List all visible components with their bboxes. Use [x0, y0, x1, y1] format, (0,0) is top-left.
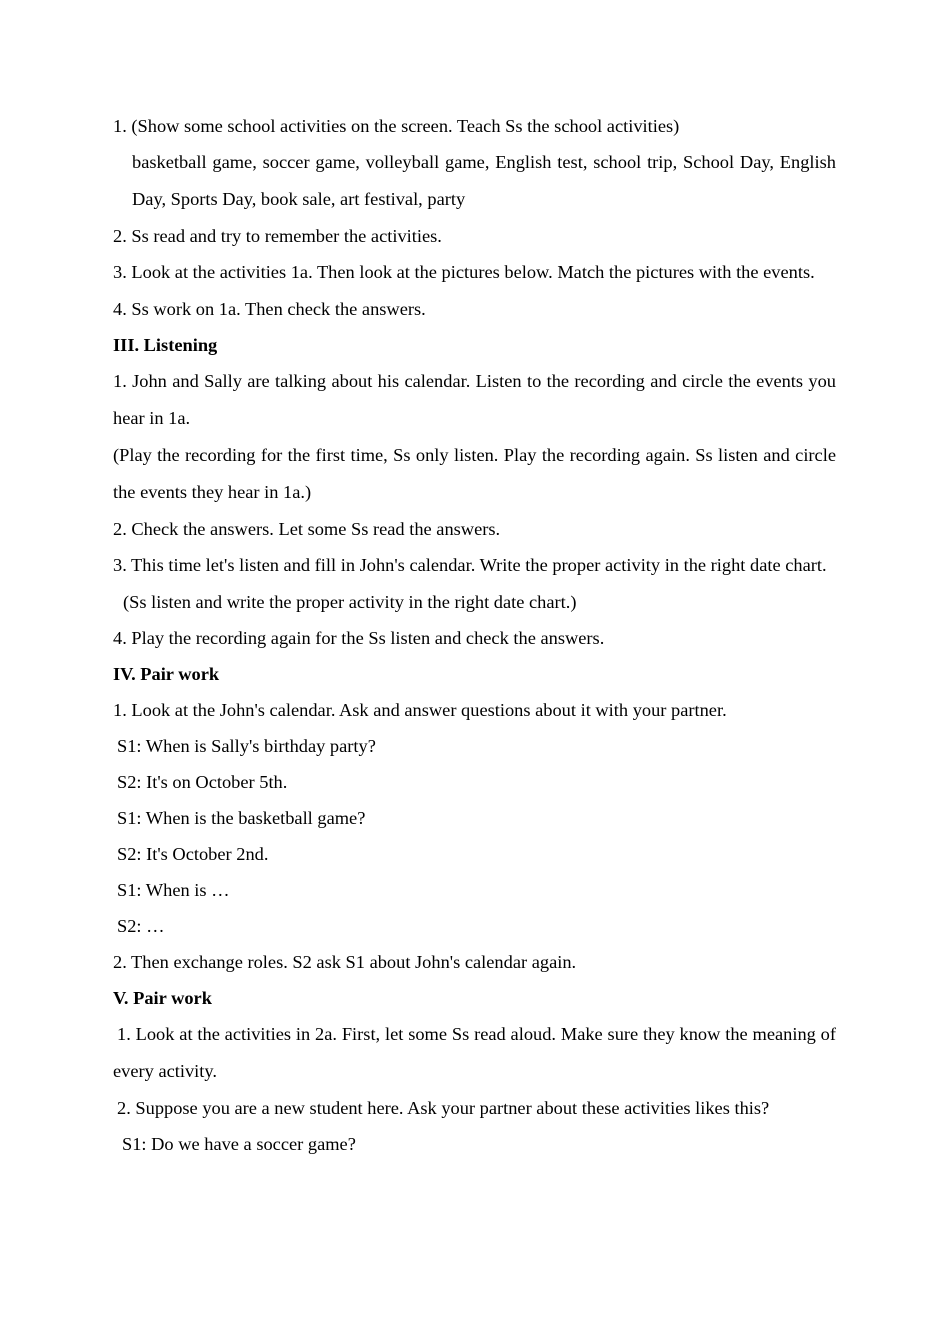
- listening-item-1: 1. John and Sally are talking about his calendar. Listen to the recording and circle the events you hear in 1a.: [113, 371, 836, 428]
- warmup-item-3: 3. Look at the activities 1a. Then look at the pictures below. Match the pictures with the events.: [113, 262, 815, 282]
- activity-list: basketball game, soccer game, volleyball game, English test, school trip, School Day, English Day, Sports Day, book sale, art festival, party: [132, 152, 836, 209]
- warmup-item-1: 1. (Show some school activities on the screen. Teach Ss the school activities): [113, 116, 680, 136]
- dialogue-line: S2: …: [117, 916, 165, 936]
- pairwork1-item-1: 1. Look at the John's calendar. Ask and answer questions about it with your partner.: [113, 700, 727, 720]
- dialogue-line: S1: When is …: [117, 880, 230, 900]
- dialogue-line: S2: It's October 2nd.: [117, 844, 269, 864]
- listening-item-2: 2. Check the answers. Let some Ss read the answers.: [113, 519, 501, 539]
- warmup-item-2: 2. Ss read and try to remember the activities.: [113, 226, 442, 246]
- section-heading-pair-work-2: V. Pair work: [113, 988, 212, 1008]
- dialogue-line: S1: When is Sally's birthday party?: [117, 736, 376, 756]
- listening-item-3: 3. This time let's listen and fill in John's calendar. Write the proper activity in the right date chart.: [113, 555, 827, 575]
- dialogue-line: S1: When is the basketball game?: [117, 808, 366, 828]
- pairwork2-item-2: 2. Suppose you are a new student here. Ask your partner about these activities likes this?: [117, 1098, 770, 1118]
- listening-item-1-note: (Play the recording for the first time, Ss only listen. Play the recording again. Ss listen and circle the events they hear in 1a.): [113, 445, 836, 502]
- section-heading-pair-work-1: IV. Pair work: [113, 664, 220, 684]
- pairwork2-item-1: 1. Look at the activities in 2a. First, let some Ss read aloud. Make sure they know the meaning of every activity.: [113, 1024, 836, 1081]
- warmup-item-4: 4. Ss work on 1a. Then check the answers.: [113, 299, 426, 319]
- section-heading-listening: III. Listening: [113, 335, 218, 355]
- dialogue-line: S2: It's on October 5th.: [117, 772, 288, 792]
- listening-item-4: 4. Play the recording again for the Ss listen and check the answers.: [113, 628, 605, 648]
- document-page: [113, 108, 836, 1162]
- dialogue-line: S1: Do we have a soccer game?: [122, 1134, 356, 1154]
- pairwork1-item-2: 2. Then exchange roles. S2 ask S1 about John's calendar again.: [113, 952, 577, 972]
- listening-item-3-note: (Ss listen and write the proper activity in the right date chart.): [123, 592, 577, 612]
